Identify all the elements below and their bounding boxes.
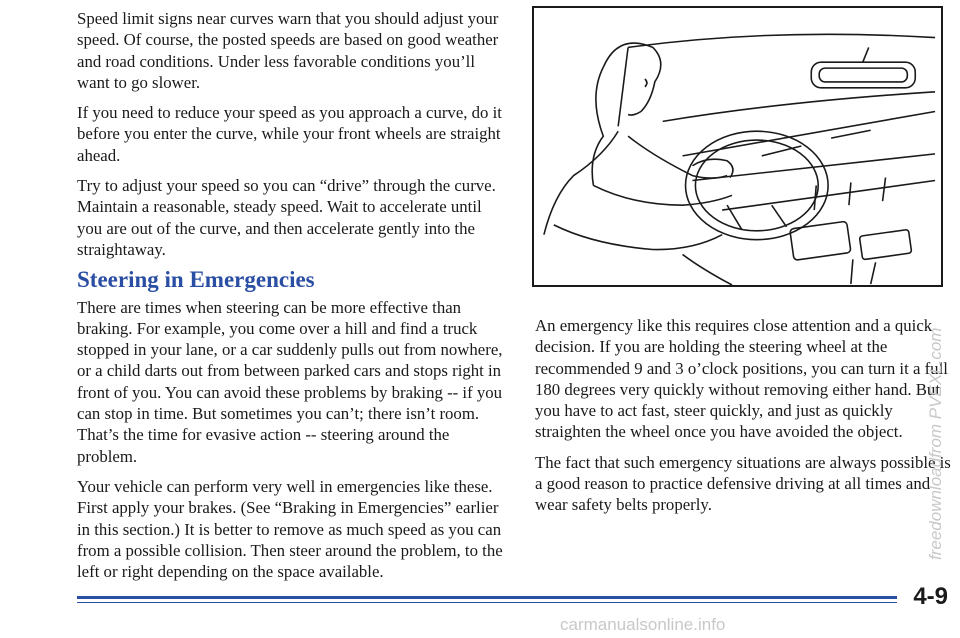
footer-rule-thin — [77, 602, 897, 603]
right-column — [535, 315, 955, 525]
driver-at-wheel-drawing — [534, 8, 941, 285]
page-number: 4-9 — [913, 583, 948, 610]
paragraph-vehicle-performance: Your vehicle can perform very well in emergencies like these. First apply your brakes. (See “Braking in Emergencies” earlier in this section.) It is better to remove as much speed as you can from a possible collision. Then steer around the problem, to the left or right depending on the space available. — [77, 476, 503, 582]
section-heading: Steering in Emergencies — [77, 267, 315, 293]
side-watermark: freedownloadfrom PVEXL.com — [926, 327, 945, 560]
driver-illustration — [532, 6, 943, 287]
paragraph-drive-through-curve: Try to adjust your speed so you can “drive” through the curve. Maintain a reasonable, steady speed. Wait to accelerate until you are out of the curve, and then accelerate gently into the straightaway. — [77, 176, 496, 259]
paragraph-curves-speed-signs: Speed limit signs near curves warn that you should adjust your speed. Of course, the posted speeds are based on good weather and road conditions. Under less favorable conditions you’ll want to go slower. — [77, 9, 499, 92]
left-column — [77, 8, 507, 591]
footer-rule-thick — [77, 596, 897, 599]
bottom-watermark: carmanualsonline.info — [560, 615, 726, 634]
paragraph-reduce-speed: If you need to reduce your speed as you approach a curve, do it before you enter the curve, while your front wheels are straight ahead. — [77, 103, 502, 165]
paragraph-steering-vs-braking: There are times when steering can be more effective than braking. For example, you come over a hill and find a truck stopped in your lane, or a car suddenly pulls out from nowhere, or a child darts out from between parked cars and stops right in front of you. You can avoid these problems by braking -- if you can stop in time. But sometimes you can’t; there isn’t room. That’s the time for evasive action -- steering around the problem. — [77, 297, 503, 466]
paragraph-emergency-decision: An emergency like this requires close attention and a quick decision. If you are holding the steering wheel at the recommended 9 and 3 o’clock positions, you can turn it a full 180 degrees very quickly without removing either hand. But you have to act fast, steer quickly, and just as quickly straighten the wheel once you have avoided the object. — [535, 316, 948, 442]
paragraph-defensive-driving: The fact that such emergency situations are always possible is a good reason to practice defensive driving at all times and wear safety belts properly. — [535, 452, 951, 515]
